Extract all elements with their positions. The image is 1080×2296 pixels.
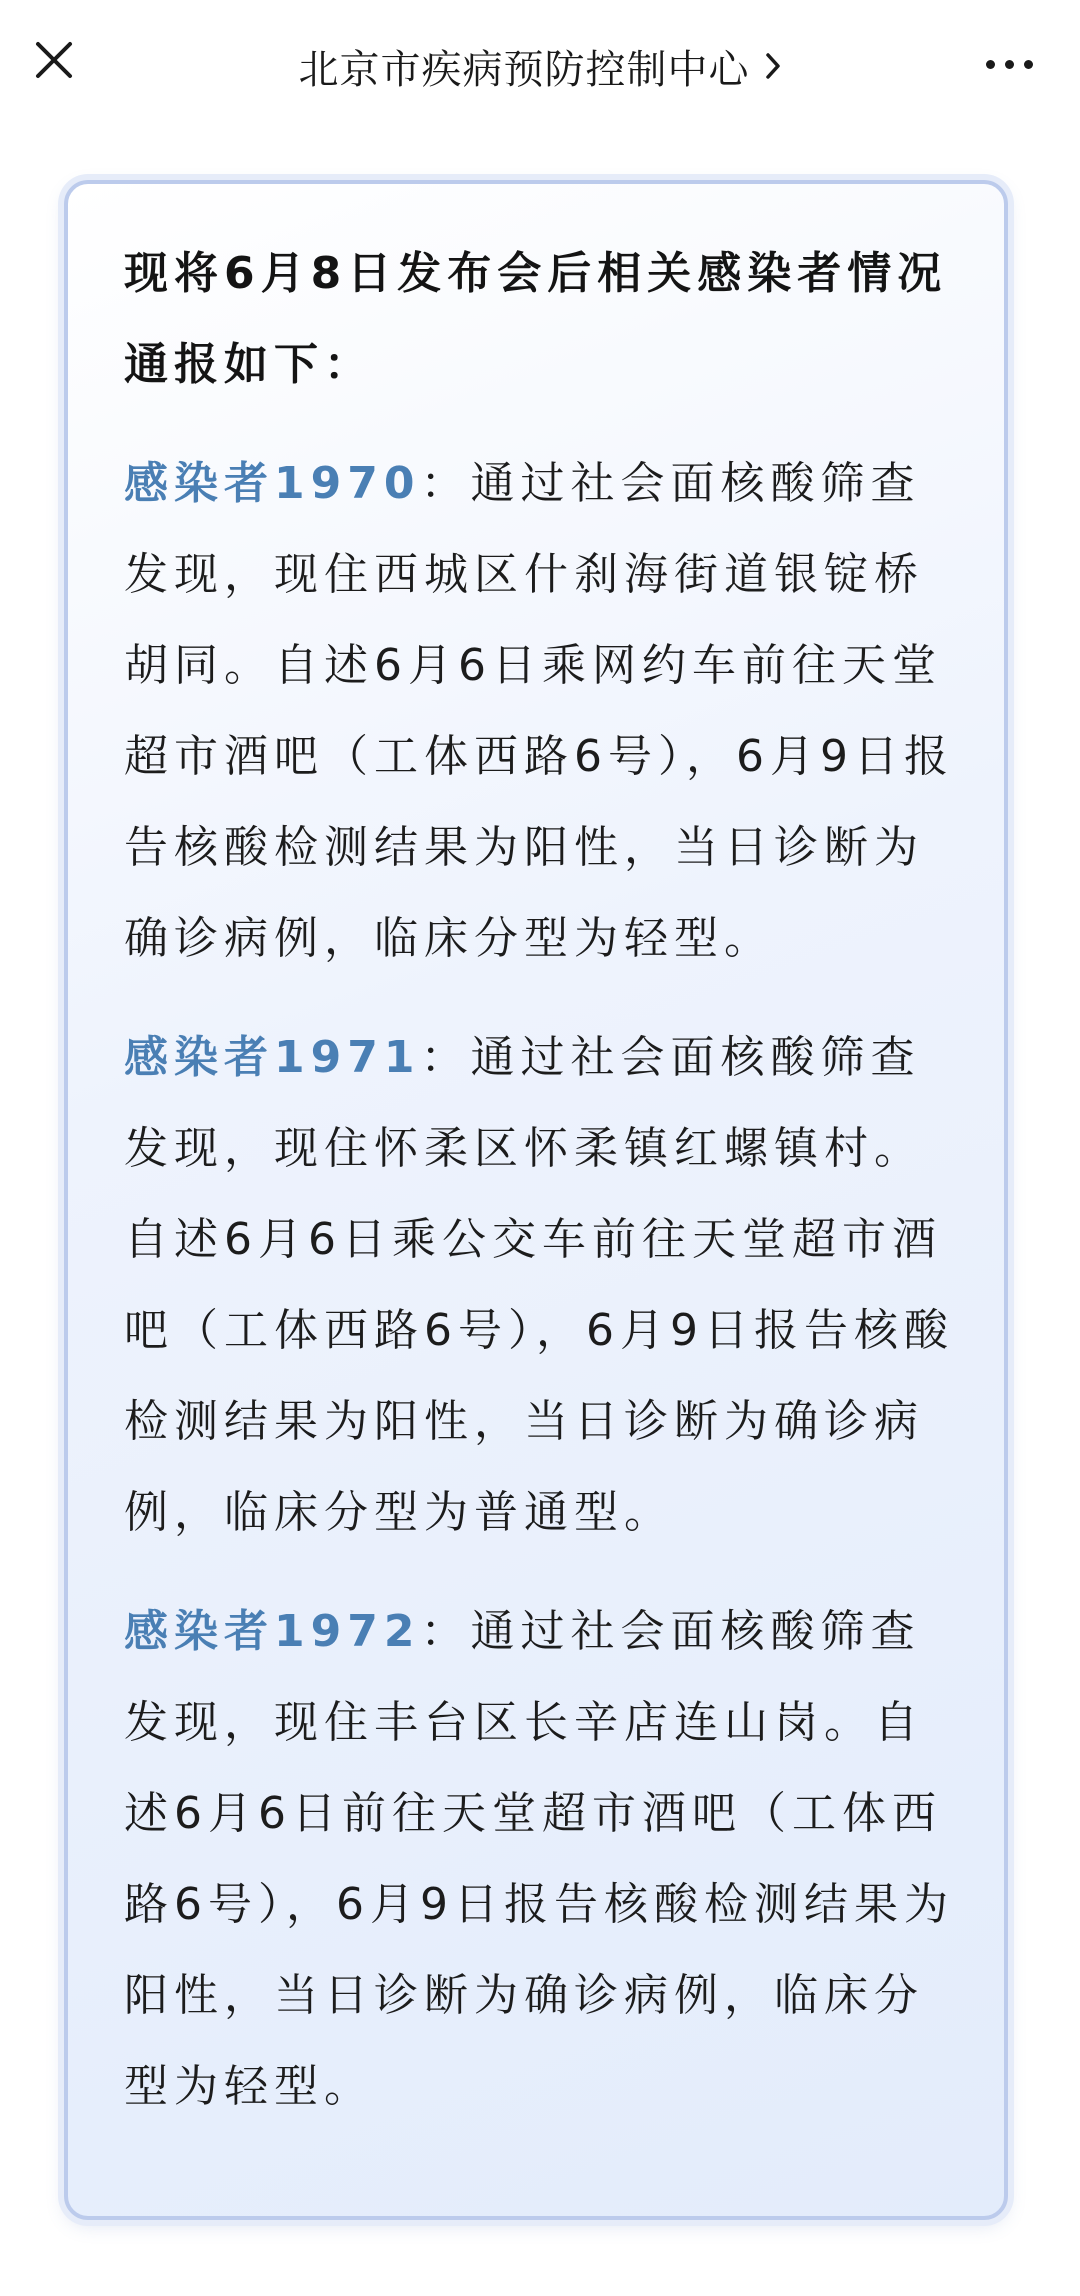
- case-text: ：通过社会面核酸筛查发现，现住怀柔区怀柔镇红螺镇村。自述6月6日乘公交车前往天堂超市酒吧（工体西路6号），6月9日报告核酸检测结果为阳性，当日诊断为确诊病例，临床分型为普通型。: [124, 1032, 954, 1538]
- case-paragraph-1972: [124, 1586, 956, 2132]
- case-label: 感染者1971: [124, 1032, 421, 1083]
- account-title-link[interactable]: [180, 34, 900, 98]
- case-text: ：通过社会面核酸筛查发现，现住西城区什刹海街道银锭桥胡同。自述6月6日乘网约车前往天堂超市酒吧（工体西路6号），6月9日报告核酸检测结果为阳性，当日诊断为确诊病例，临床分型为轻型。: [124, 458, 954, 964]
- more-options-button[interactable]: [966, 36, 1052, 92]
- page-title: 北京市疾病预防控制中心: [298, 46, 750, 93]
- case-label: 感染者1970: [124, 458, 421, 509]
- close-button[interactable]: [20, 28, 88, 96]
- case-text: ：通过社会面核酸筛查发现，现住丰台区长辛店连山岗。自述6月6日前往天堂超市酒吧（工体西路6号），6月9日报告核酸检测结果为阳性，当日诊断为确诊病例，临床分型为轻型。: [124, 1606, 954, 2112]
- close-icon: [32, 38, 76, 86]
- more-horizontal-icon: [981, 60, 1038, 69]
- case-paragraph-1971: [124, 1012, 956, 1558]
- announcement-intro: 现将6月8日发布会后相关感染者情况通报如下：: [124, 248, 948, 390]
- case-paragraph-1970: [124, 438, 956, 984]
- announcement-content: [124, 228, 956, 2132]
- chevron-right-icon: [764, 50, 782, 82]
- announcement-card: [64, 180, 1008, 2220]
- case-label: 感染者1972: [124, 1606, 421, 1657]
- top-navigation-bar: [0, 0, 1080, 132]
